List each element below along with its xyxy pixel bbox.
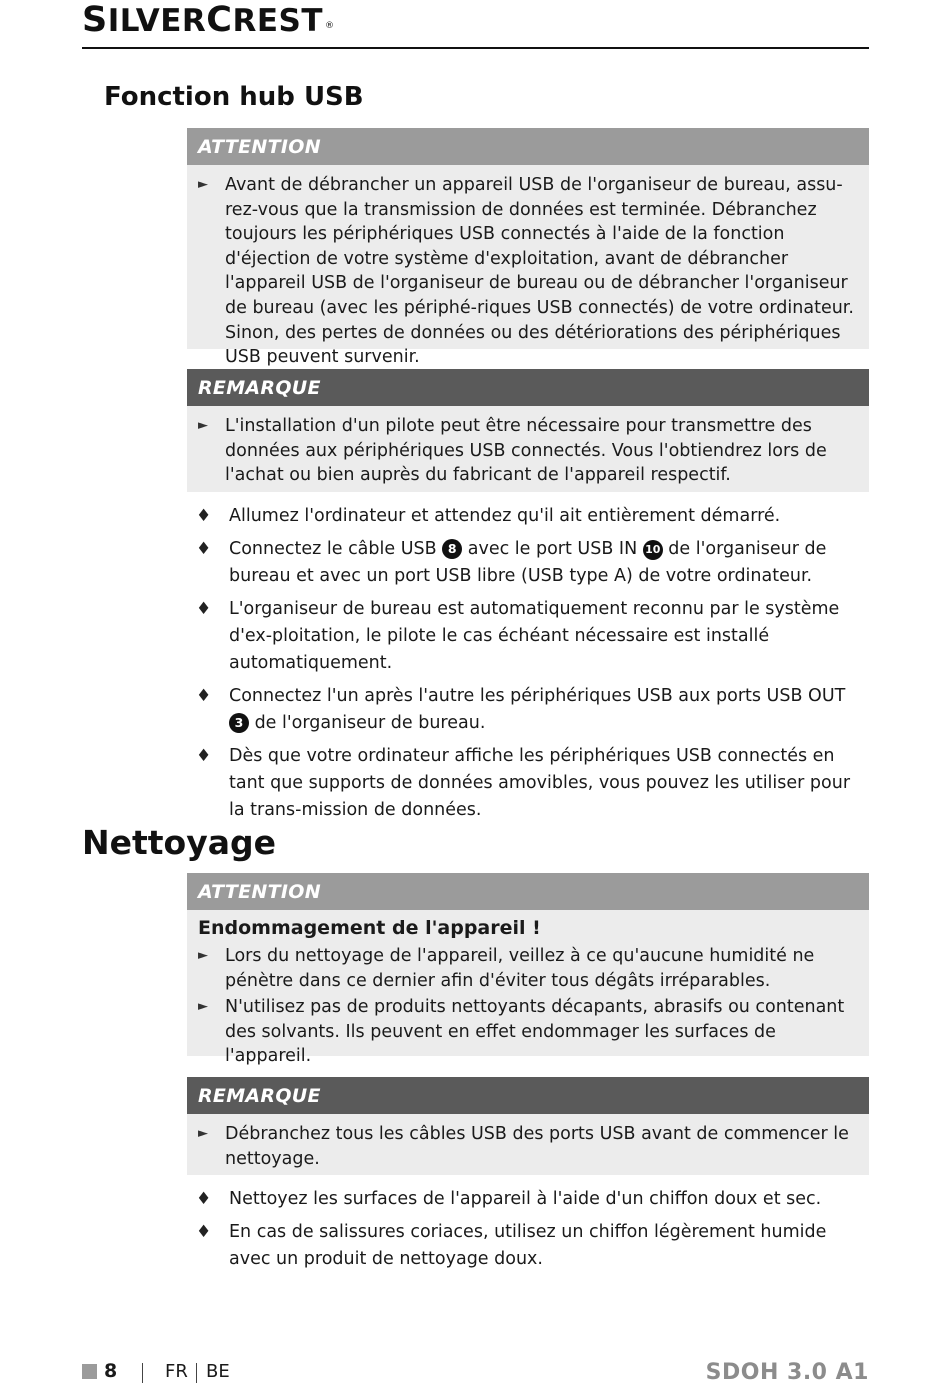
- steps-list: [187, 1186, 869, 1279]
- section-title-cleaning: Nettoyage: [82, 823, 277, 862]
- diamond-bullet-icon: ♦: [196, 1189, 212, 1209]
- attention-subtitle: Endommagement de l'appareil !: [198, 917, 541, 939]
- footer-divider: [196, 1363, 197, 1383]
- section-title-usb-hub: Fonction hub USB: [104, 82, 364, 112]
- brand-letter: C: [206, 0, 233, 40]
- step-text: Connectez le câble USB: [229, 539, 443, 559]
- step-text: En cas de salissures coriaces, utilisez un chiffon légèrement humide avec un produit de nettoyage doux.: [229, 1222, 827, 1269]
- model-number: SDOH 3.0 A1: [705, 1360, 869, 1385]
- step-text: Connectez l'un après l'autre les périphériques USB aux ports USB OUT: [229, 686, 846, 706]
- brand-letter: S: [82, 0, 108, 40]
- attention-box: [187, 873, 869, 1067]
- square-marker-icon: [82, 1364, 97, 1379]
- step-text: de l'organiseur de bureau et avec un port USB libre (USB type A) de votre ordinateur.: [229, 539, 827, 586]
- attention-item-text: Lors du nettoyage de l'appareil, veillez à ce qu'aucune humidité ne pénètre dans ce dernier afin d'éviter tous dégâts irréparables.: [225, 946, 815, 991]
- brand-text: ILVER: [107, 3, 207, 39]
- step-text: Dès que votre ordinateur affiche les périphériques USB connectés en tant que supports de données amovibles, vous pouvez les utiliser pour la trans-mission de données.: [229, 746, 851, 820]
- step-text: Nettoyez les surfaces de l'appareil à l'aide d'un chiffon doux et sec.: [229, 1189, 822, 1209]
- list-item: [187, 743, 869, 824]
- number-badge: 10: [643, 540, 663, 560]
- remarque-box: [187, 1077, 869, 1175]
- attention-header: ATTENTION: [187, 128, 869, 165]
- brand-text: REST: [232, 3, 323, 39]
- list-item: [187, 536, 869, 590]
- language-code: FR: [165, 1361, 188, 1382]
- attention-item: [187, 173, 869, 370]
- attention-item: [187, 995, 869, 1069]
- triangle-right-icon: ►: [198, 999, 208, 1015]
- list-item: [187, 503, 869, 530]
- header-rule: [82, 47, 869, 49]
- number-badge: 3: [229, 713, 249, 733]
- country-code: BE: [206, 1361, 230, 1382]
- diamond-bullet-icon: ♦: [196, 506, 212, 526]
- diamond-bullet-icon: ♦: [196, 746, 212, 766]
- registered-mark: ®: [325, 21, 335, 31]
- list-item: [187, 1186, 869, 1213]
- remarque-item: [187, 414, 869, 488]
- remarque-item-text: Débranchez tous les câbles USB des ports USB avant de commencer le nettoyage.: [225, 1124, 849, 1169]
- attention-header: ATTENTION: [187, 873, 869, 910]
- steps-list: [187, 503, 869, 830]
- diamond-bullet-icon: ♦: [196, 686, 212, 706]
- step-text: Allumez l'ordinateur et attendez qu'il ait entièrement démarré.: [229, 506, 781, 526]
- remarque-item: [187, 1122, 869, 1171]
- attention-item-text: N'utilisez pas de produits nettoyants décapants, abrasifs ou contenant des solvants. Ils peuvent en effet endommager les surfaces de l'appareil.: [225, 997, 845, 1067]
- brand-logo: [82, 2, 335, 39]
- attention-item-text: Avant de débrancher un appareil USB de l'organiseur de bureau, assu-rez-vous que la transmission de données est terminée. Débranchez toujours les périphériques USB connectés à l'aide de la fonction d'éjection de votre système d'exploitation, avant de débrancher l'appareil USB de l'organiseur de bureau ou de débrancher l'organiseur de bureau (avec les périphé-riques USB connectés) de votre ordinateur. Sinon, des pertes de données ou des détériorations des périphériques USB peuvent survenir.: [225, 175, 854, 368]
- remarque-header: REMARQUE: [187, 1077, 869, 1114]
- number-badge: 8: [442, 539, 462, 559]
- step-text: L'organiseur de bureau est automatiquement reconnu par le système d'ex-ploitation, le pilote le cas échéant nécessaire est installé automatiquement.: [229, 599, 840, 673]
- list-item: [187, 1219, 869, 1273]
- footer-divider: [142, 1363, 143, 1383]
- triangle-right-icon: ►: [198, 1126, 208, 1141]
- remarque-header: REMARQUE: [187, 369, 869, 406]
- attention-box: [187, 128, 869, 368]
- list-item: [187, 596, 869, 677]
- diamond-bullet-icon: ♦: [196, 1222, 212, 1242]
- triangle-right-icon: ►: [198, 418, 208, 433]
- page-footer: [82, 1360, 869, 1388]
- triangle-right-icon: ►: [198, 177, 208, 192]
- remarque-box: [187, 369, 869, 492]
- diamond-bullet-icon: ♦: [196, 539, 212, 559]
- triangle-right-icon: ►: [198, 948, 208, 963]
- remarque-item-text: L'installation d'un pilote peut être nécessaire pour transmettre des données aux périphériques USB connectés. Vous l'obtiendrez lors de l'achat ou bien auprès du fabricant de l'appareil respectif.: [225, 416, 827, 486]
- list-item: [187, 683, 869, 737]
- step-text: de l'organiseur de bureau.: [249, 713, 486, 733]
- step-text: avec le port USB IN: [462, 539, 643, 559]
- diamond-bullet-icon: ♦: [196, 599, 212, 619]
- page-number: 8: [104, 1360, 118, 1382]
- attention-item: [187, 944, 869, 993]
